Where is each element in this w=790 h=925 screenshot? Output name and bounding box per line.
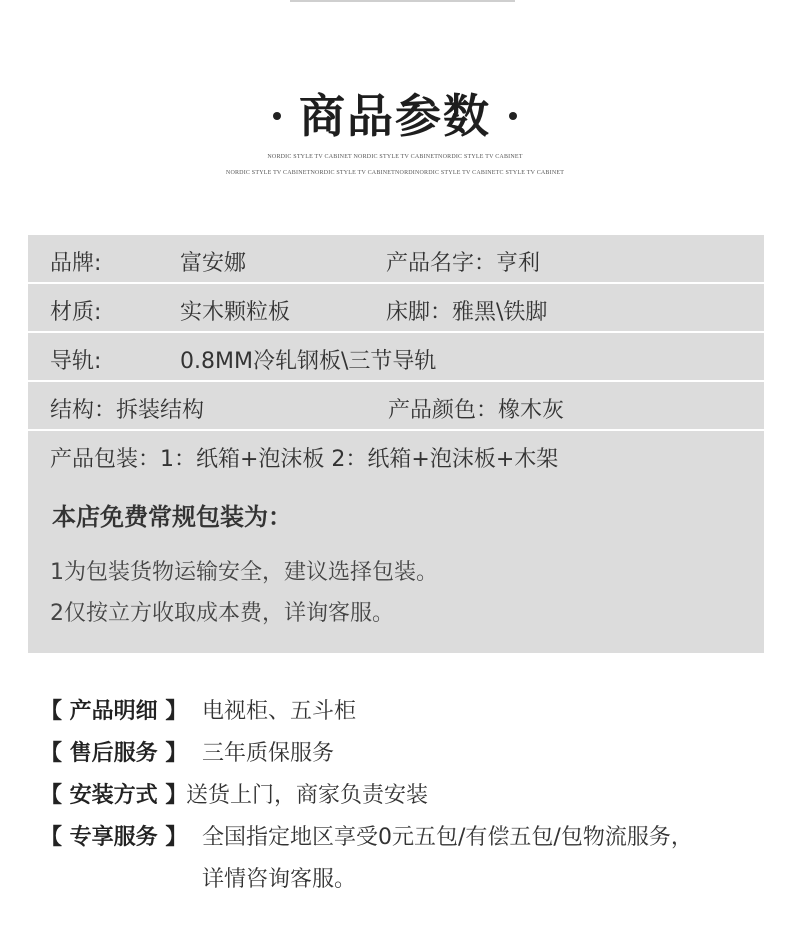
rail-value: 0.8MM冷轧钢板\三节导轨 bbox=[180, 349, 437, 374]
material-value: 实木颗粒板 bbox=[180, 300, 291, 325]
detail-value: 全国指定地区享受0元五包/有偿五包/包物流服务， bbox=[202, 825, 693, 850]
brand-value: 富安娜 bbox=[180, 251, 247, 276]
detail-value: 三年质保服务 bbox=[202, 741, 335, 766]
notice-line-1: 1为包装货物运输安全，建议选择包装。 bbox=[50, 560, 438, 585]
page-title: 商品参数 bbox=[299, 89, 491, 143]
detail-row-products bbox=[40, 694, 357, 725]
params-table bbox=[28, 235, 764, 479]
color-value: 产品颜色：橡木灰 bbox=[388, 398, 565, 423]
feet-value: 床脚：雅黑\铁脚 bbox=[386, 300, 548, 325]
packaging-notice bbox=[28, 475, 764, 653]
param-row-structure bbox=[28, 382, 764, 431]
param-row-material bbox=[28, 284, 764, 333]
section-header bbox=[0, 80, 790, 146]
title-dot-left bbox=[273, 112, 281, 120]
product-name: 产品名字：亨利 bbox=[386, 251, 541, 276]
detail-label: 【 产品明细 】 bbox=[40, 699, 188, 724]
param-row-brand bbox=[28, 235, 764, 284]
detail-value: 送货上门，商家负责安装 bbox=[186, 783, 429, 808]
param-row-packaging bbox=[28, 431, 764, 479]
detail-row-installation bbox=[40, 778, 429, 809]
detail-row-aftersales bbox=[40, 736, 335, 767]
detail-label: 【 售后服务 】 bbox=[40, 741, 188, 766]
detail-label: 【 专享服务 】 bbox=[40, 825, 188, 850]
detail-value: 电视柜、五斗柜 bbox=[202, 699, 357, 724]
brand-label: 品牌: bbox=[50, 251, 102, 276]
packaging-value: 产品包装：1：纸箱+泡沫板 2：纸箱+泡沫板+木架 bbox=[50, 447, 559, 472]
detail-row-exclusive bbox=[40, 820, 693, 851]
title-dot-right bbox=[509, 112, 517, 120]
detail-label: 【 安装方式 】 bbox=[40, 783, 188, 808]
structure-value: 结构：拆装结构 bbox=[50, 398, 205, 423]
param-row-rail bbox=[28, 333, 764, 382]
detail-value-continued: 详情咨询客服。 bbox=[202, 867, 357, 892]
top-divider bbox=[290, 0, 515, 2]
subtitle-line-2: NORDIC STYLE TV CABINETNORDIC STYLE TV CABINETNORDINORDIC STYLE TV CABINETC STYLE TV CABINET bbox=[225, 170, 565, 176]
material-label: 材质: bbox=[50, 300, 102, 325]
subtitle-line-1: NORDIC STYLE TV CABINET NORDIC STYLE TV CABINETNORDIC STYLE TV CABINET bbox=[267, 154, 523, 160]
notice-title: 本店免费常规包装为： bbox=[52, 503, 292, 531]
rail-label: 导轨: bbox=[50, 349, 102, 374]
notice-line-2: 2仅按立方收取成本费，详询客服。 bbox=[50, 601, 394, 626]
